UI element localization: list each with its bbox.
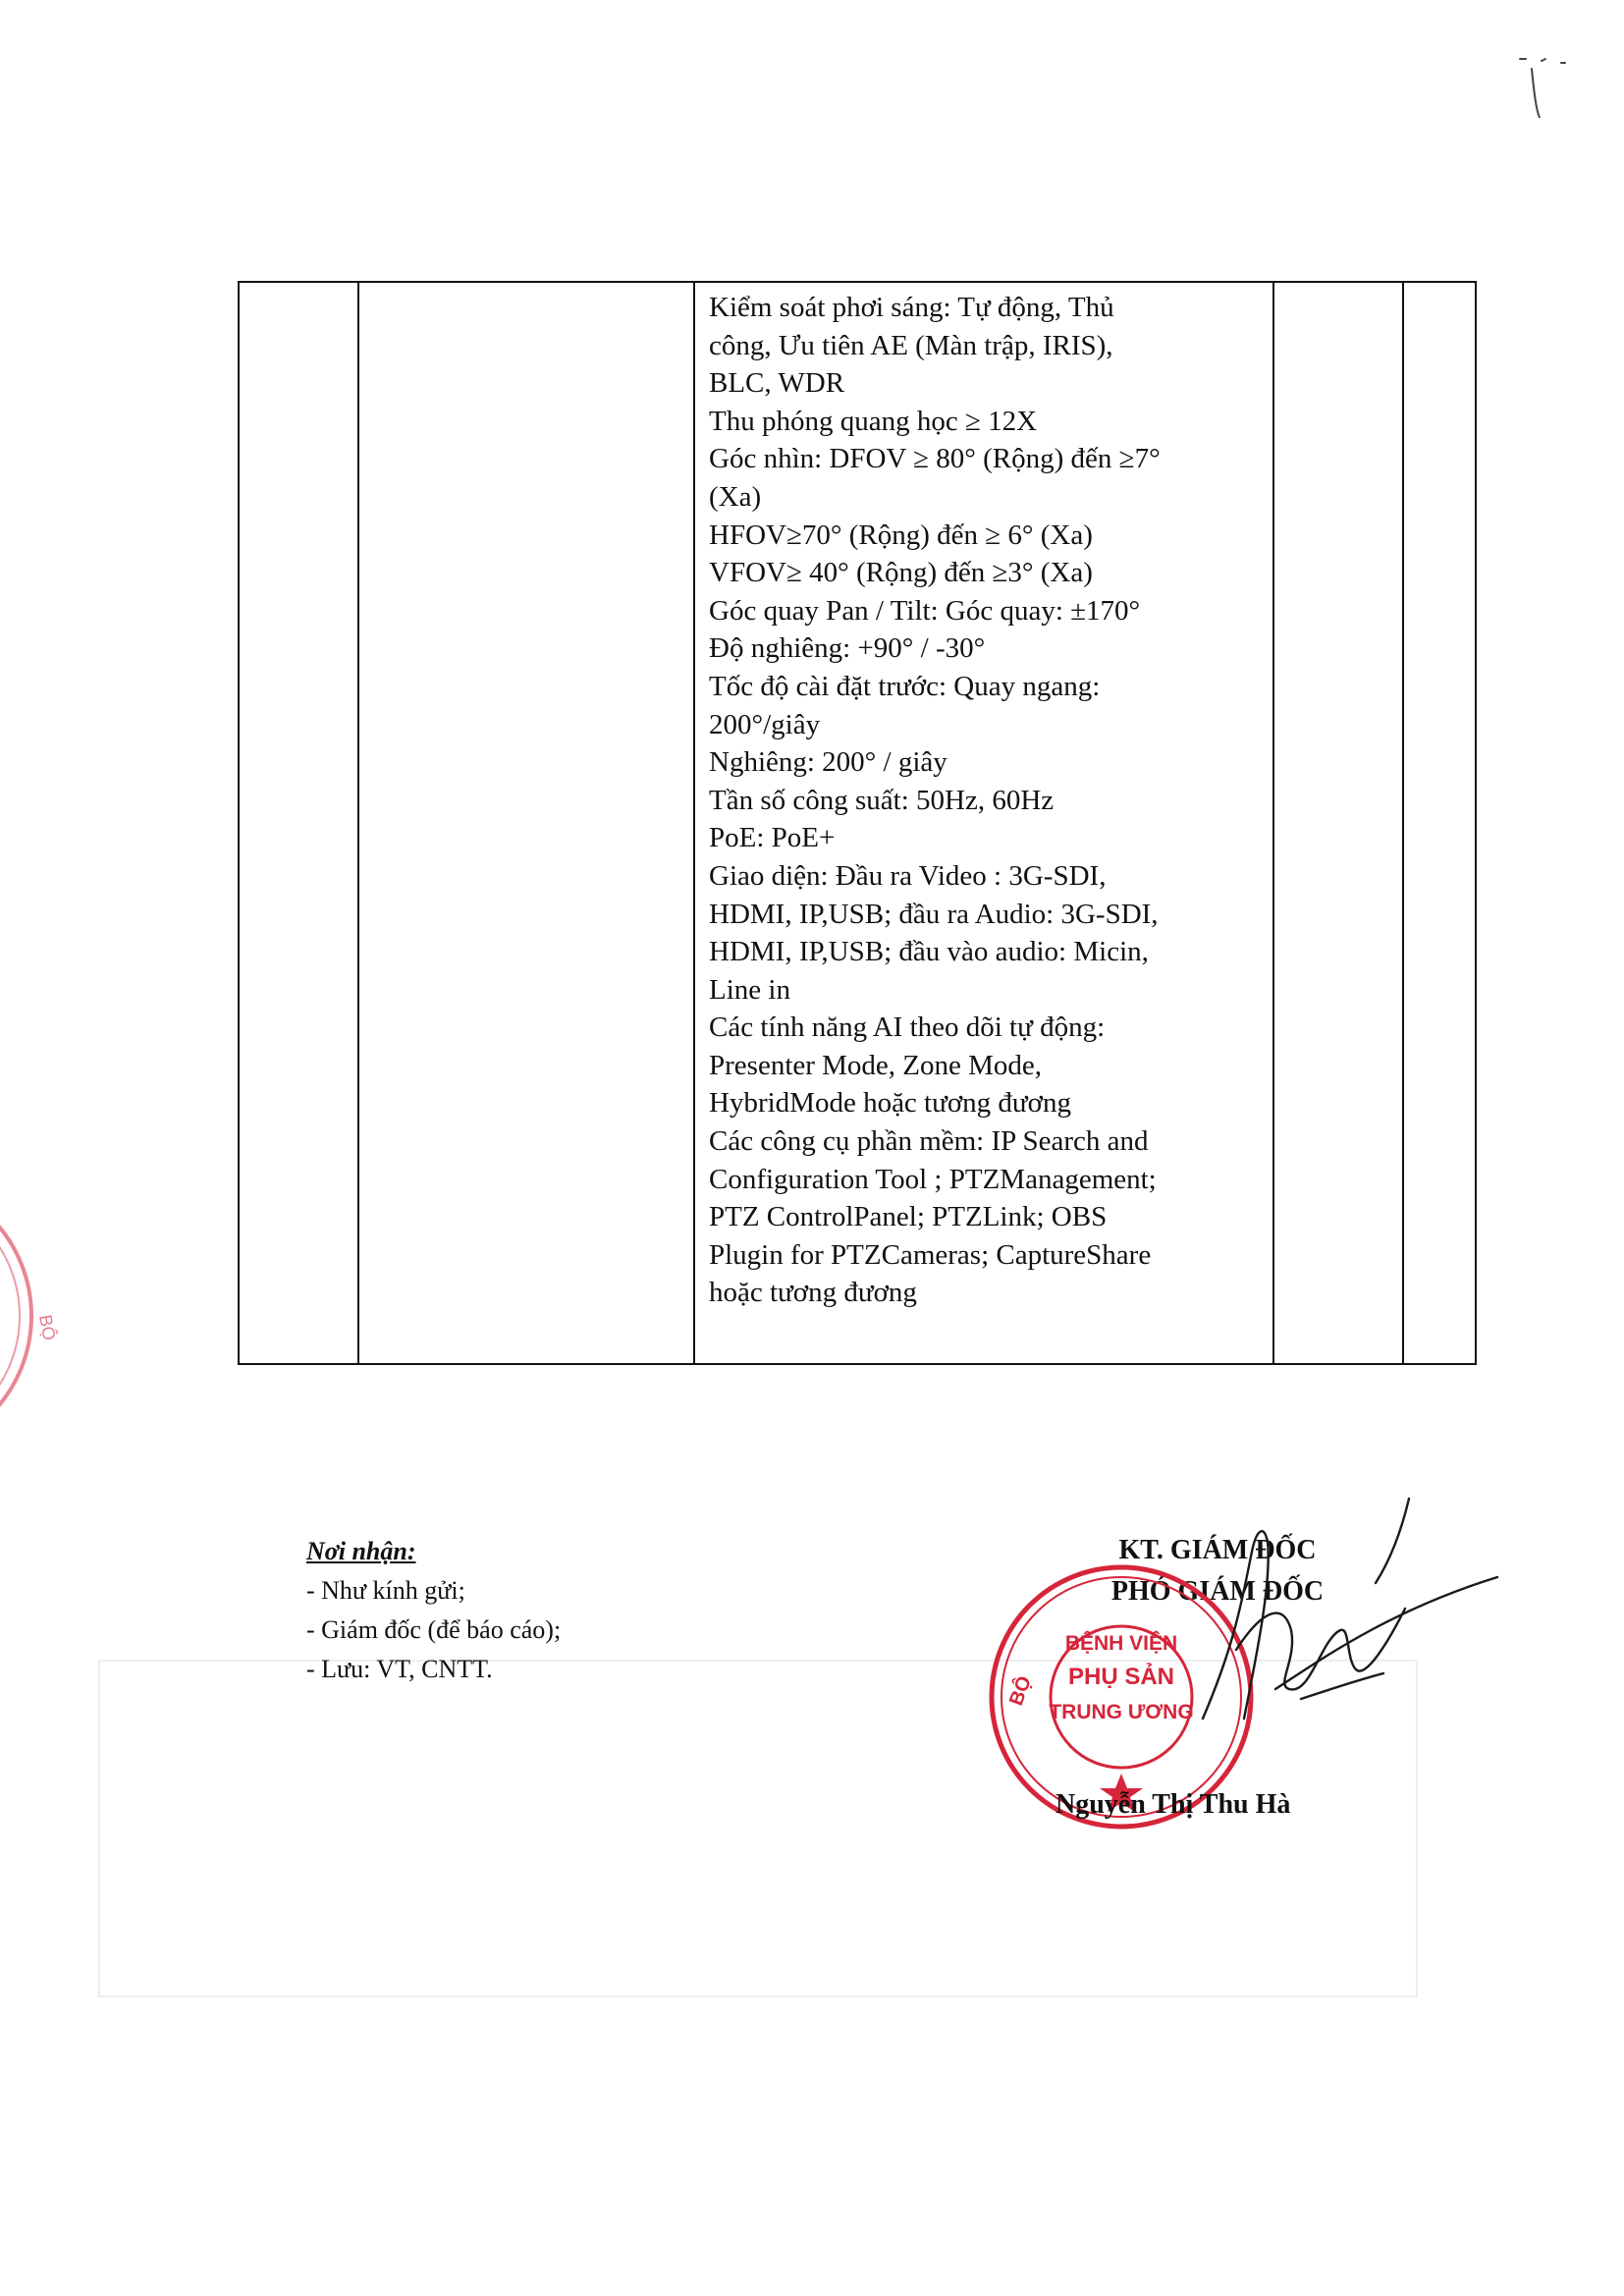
handwritten-signature [1173, 1493, 1507, 1748]
table-column-divider [1272, 283, 1274, 1363]
corner-scan-mark [1512, 39, 1591, 118]
spec-line: PoE: PoE+ [709, 822, 836, 854]
stamp-ring-left: BỘ [1005, 1672, 1036, 1709]
spec-line: (Xa) [709, 480, 762, 513]
partial-stamp-ring: BỘ [35, 1313, 60, 1342]
recipient-item: - Lưu: VT, CNTT. [306, 1655, 493, 1683]
spec-line: Kiểm soát phơi sáng: Tự động, Thủ [709, 292, 1114, 323]
spec-line: HDMI, IP,USB; đầu vào audio: Micin, [709, 936, 1149, 968]
spec-line: Tốc độ cài đặt trước: Quay ngang: [709, 670, 1101, 702]
spec-line: Plugin for PTZCameras; CaptureShare [709, 1238, 1152, 1271]
spec-line: Góc nhìn: DFOV ≥ 80° (Rộng) đến ≥7° [709, 443, 1161, 475]
signature-title-line1: KT. GIÁM ĐỐC [1118, 1535, 1317, 1565]
spec-line: HybridMode hoặc tương đương [709, 1087, 1071, 1120]
recipients-heading: Nơi nhận: [306, 1537, 416, 1565]
recipient-item: - Giám đốc (để báo cáo); [306, 1615, 562, 1644]
spec-line: Thu phóng quang học ≥ 12X [709, 405, 1038, 437]
partial-stamp [0, 1169, 118, 1463]
recipient-item: - Như kính gửi; [306, 1576, 465, 1605]
spec-description-cell [709, 289, 1264, 1312]
spec-line: VFOV≥ 40° (Rộng) đến ≥3° (Xa) [709, 557, 1093, 589]
spec-line: HFOV≥70° (Rộng) đến ≥ 6° (Xa) [709, 519, 1093, 551]
spec-line: Tần số công suất: 50Hz, 60Hz [709, 784, 1055, 816]
spec-line: Các tính năng AI theo dõi tự động: [709, 1011, 1106, 1044]
spec-line: Line in [709, 973, 790, 1006]
spec-line: Nghiêng: 200° / giây [709, 746, 947, 779]
spec-line: Góc quay Pan / Tilt: Góc quay: ±170° [709, 594, 1141, 627]
spec-line: Presenter Mode, Zone Mode, [709, 1049, 1043, 1081]
spec-line: HDMI, IP,USB; đầu ra Audio: 3G-SDI, [709, 898, 1159, 930]
stamp-text-bot: TRUNG ƯƠNG [1049, 1701, 1194, 1723]
spec-line: 200°/giây [709, 708, 821, 740]
table-column-divider [1402, 283, 1404, 1363]
spec-line: hoặc tương đương [709, 1277, 917, 1309]
spec-line: Các công cụ phần mềm: IP Search and [709, 1125, 1149, 1158]
spec-line: BLC, WDR [709, 367, 845, 400]
spec-line: Giao diện: Đầu ra Video : 3G-SDI, [709, 859, 1107, 892]
spec-line: Độ nghiêng: +90° / -30° [709, 632, 986, 665]
recipients-block [306, 1532, 561, 1689]
spec-line: Configuration Tool ; PTZManagement; [709, 1163, 1157, 1195]
stamp-text-mid: PHỤ SẢN [1067, 1664, 1175, 1690]
table-column-divider [693, 283, 695, 1363]
signer-name: Nguyễn Thị Thu Hà [1056, 1789, 1291, 1820]
stamp-text-top: BỆNH VIỆN [1064, 1632, 1178, 1655]
table-column-divider [357, 283, 359, 1363]
spec-line: công, Ưu tiên AE (Màn trập, IRIS), [709, 329, 1113, 361]
signature-title-line2: PHÓ GIÁM ĐỐC [1110, 1576, 1325, 1607]
spec-line: PTZ ControlPanel; PTZLink; OBS [709, 1201, 1108, 1233]
